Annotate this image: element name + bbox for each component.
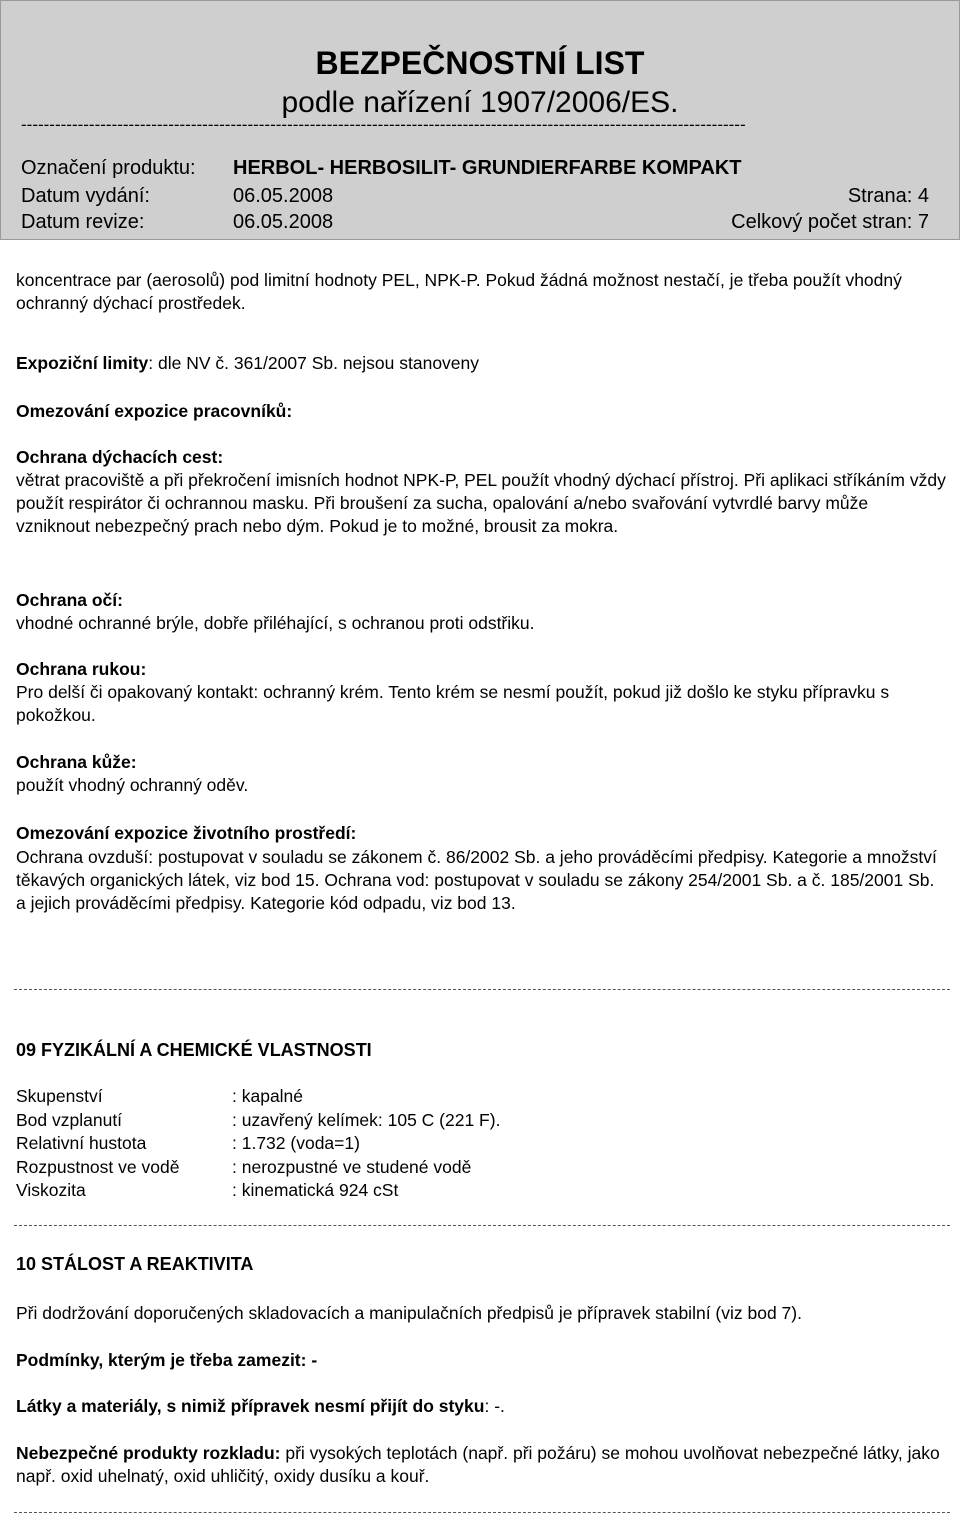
header-dash-line: -------------------------------------------------------------------------------------------------------------------------------- <box>21 115 746 134</box>
issue-date-label: Datum vydání: <box>21 185 150 207</box>
decomposition-paragraph <box>16 1442 946 1488</box>
section9-title: 09 FYZIKÁLNÍ A CHEMICKÉ VLASTNOSTI <box>16 1040 372 1060</box>
decomposition-label: Nebezpečné produkty rozkladu: <box>16 1443 281 1463</box>
section-separator <box>14 989 950 990</box>
eye-protection-text: vhodné ochranné brýle, dobře přiléhající, s ochranou proti odstřiku. <box>16 613 535 633</box>
section-separator <box>14 1512 950 1513</box>
respiratory-text: větrat pracoviště a při překročení imisních hodnot NPK-P, PEL použít vhodný dýchací přístroj. Při aplikaci stříkáním vždy použít respirátor či ochrannou masku. Při broušení za sucha, opalování a/nebo svařování vytvrdlé barvy může vzniknout nebezpečný prach nebo dým. Pokud je to možné, brousit za mokra. <box>16 470 946 536</box>
conditions-to-avoid: Podmínky, kterým je třeba zamezit: - <box>16 1350 318 1370</box>
skin-protection-text: použít vhodný ochranný oděv. <box>16 775 249 795</box>
exposure-limits-text: : dle NV č. 361/2007 Sb. nejsou stanoveny <box>148 353 480 373</box>
property-value: : kapalné <box>232 1086 304 1106</box>
exposure-limits-label: Expoziční limity <box>16 353 149 373</box>
incompatible-materials-line <box>16 1395 946 1418</box>
environment-heading: Omezování expozice životního prostředí: <box>16 823 357 843</box>
revision-date-value: 06.05.2008 <box>233 211 334 233</box>
document-subtitle: podle nařízení 1907/2006/ES. <box>281 86 679 119</box>
property-value: : uzavřený kelímek: 105 C (221 F). <box>232 1110 501 1130</box>
document-title: BEZPEČNOSTNÍ LIST <box>315 45 645 81</box>
revision-date-label: Datum revize: <box>21 211 145 233</box>
skin-protection-heading: Ochrana kůže: <box>16 752 137 772</box>
incompatible-materials-label: Látky a materiály, s nimiž přípravek nesmí přijít do styku <box>16 1396 485 1416</box>
decomposition-text: při vysokých teplotách (např. při požáru) se mohou uvolňovat nebezpečné látky, jako např. oxid uhelnatý, oxid uhličitý, oxidy dusíku a kouř. <box>16 1443 940 1486</box>
section-separator <box>14 1225 950 1226</box>
page-number: Strana: 4 <box>847 185 929 207</box>
hand-protection-text: Pro delší či opakovaný kontakt: ochranný krém. Tento krém se nesmí použít, pokud již došlo ke styku přípravku s pokožkou. <box>16 682 890 725</box>
property-label: Skupenství <box>16 1086 103 1106</box>
property-label: Bod vzplanutí <box>16 1110 123 1130</box>
hand-protection-heading: Ochrana rukou: <box>16 659 147 679</box>
product-value: HERBOL- HERBOSILIT- GRUNDIERFARBE KOMPAKT <box>233 157 742 179</box>
property-label: Relativní hustota <box>16 1133 147 1153</box>
stability-text: Při dodržování doporučených skladovacích a manipulačních předpisů je přípravek stabilní (viz bod 7). <box>16 1303 802 1323</box>
environment-text: Ochrana ovzduší: postupovat v souladu se zákonem č. 86/2002 Sb. a jeho prováděcími předpisy. Kategorie a množství těkavých organických látek, viz bod 15. Ochrana vod: postupovat v souladu se zákony 254/2001 Sb. a č. 185/2001 Sb. a jejich prováděcími předpisy. Kategorie kód odpadu, viz bod 13. <box>16 847 937 913</box>
worker-exposure-heading: Omezování expozice pracovníků: <box>16 401 293 421</box>
property-label: Viskozita <box>16 1180 86 1200</box>
property-value: : kinematická 924 cSt <box>232 1180 399 1200</box>
total-pages: Celkový počet stran: 7 <box>731 211 929 233</box>
issue-date-value: 06.05.2008 <box>233 185 334 207</box>
eye-protection-heading: Ochrana očí: <box>16 590 123 610</box>
property-label: Rozpustnost ve vodě <box>16 1157 180 1177</box>
exposure-limits-line <box>16 352 946 375</box>
document-header <box>0 0 960 240</box>
intro-paragraph: koncentrace par (aerosolů) pod limitní hodnoty PEL, NPK-P. Pokud žádná možnost nestačí, je třeba použít vhodný ochranný dýchací prostředek. <box>16 270 902 313</box>
section10-title: 10 STÁLOST A REAKTIVITA <box>16 1254 254 1274</box>
respiratory-heading: Ochrana dýchacích cest: <box>16 447 224 467</box>
incompatible-materials-text: : -. <box>484 1396 505 1416</box>
product-label: Označení produktu: <box>21 157 196 179</box>
property-value: : nerozpustné ve studené vodě <box>232 1157 472 1177</box>
property-value: : 1.732 (voda=1) <box>232 1133 360 1153</box>
